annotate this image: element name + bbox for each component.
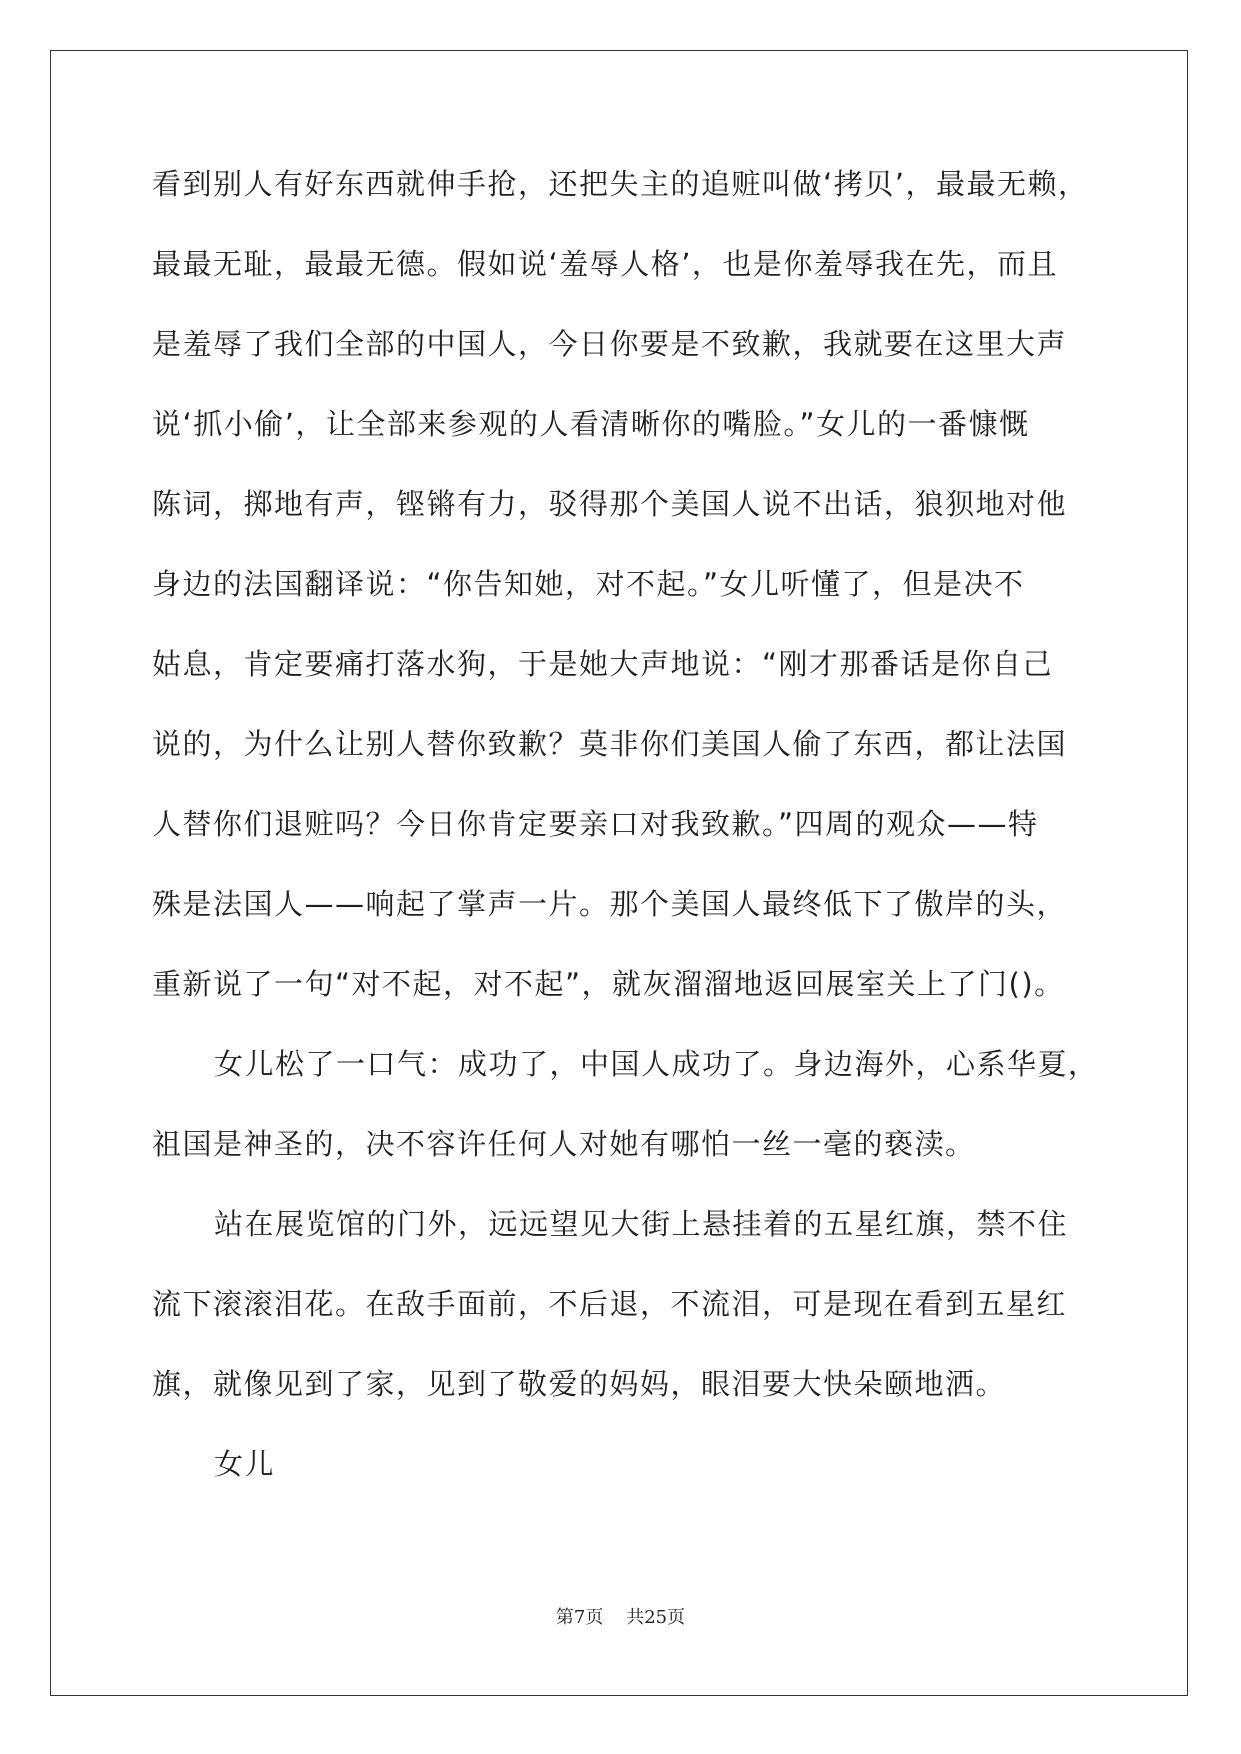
document-body: [152, 164, 1112, 1524]
text-line: 旗，就像见到了家，见到了敬爱的妈妈，眼泪要大快朵颐地洒。: [152, 1367, 1007, 1401]
page-total: 共25页: [626, 1607, 686, 1628]
text-line: 祖国是神圣的，决不容许任何人对她有哪怕一丝一毫的亵渎。: [152, 1127, 976, 1161]
text-line: 人替你们退赃吗？今日你肯定要亲口对我致歉。”四周的观众——特: [152, 807, 1039, 841]
text-line: 陈词，掷地有声，铿锵有力，驳得那个美国人说不出话，狼狈地对他: [152, 487, 1068, 521]
text-line: 看到别人有好东西就伸手抢，还把失主的追赃叫做‘拷贝’，最最无赖，: [152, 167, 1089, 201]
text-line: 女儿松了一口气：成功了，中国人成功了。身边海外，心系华夏，: [214, 1047, 1099, 1081]
text-line: 站在展览馆的门外，远远望见大街上悬挂着的五星红旗，禁不住: [214, 1207, 1069, 1241]
text-line: 是羞辱了我们全部的中国人，今日你要是不致歉，我就要在这里大声: [152, 327, 1068, 361]
text-line: 流下滚滚泪花。在敌手面前，不后退，不流泪，可是现在看到五星红: [152, 1287, 1068, 1321]
page-footer: [0, 1603, 1241, 1629]
text-line: 重新说了一句“对不起，对不起”，就灰溜溜地返回展室关上了门()。: [152, 967, 1065, 1001]
page-number: 第7页: [555, 1607, 604, 1628]
text-line: 最最无耻，最最无德。假如说‘羞辱人格’，也是你羞辱我在先，而且: [152, 247, 1058, 281]
text-line: 说‘抓小偷’，让全部来参观的人看清晰你的嘴脸。”女儿的一番慷慨: [152, 407, 1030, 441]
text-line: 说的，为什么让别人替你致歉？莫非你们美国人偷了东西，都让法国: [152, 727, 1068, 761]
text-line: 身边的法国翻译说：“你告知她，对不起。”女儿听懂了，但是决不: [152, 567, 1025, 601]
text-line: 殊是法国人——响起了掌声一片。那个美国人最终低下了傲岸的头，: [152, 887, 1068, 921]
text-line: 女儿: [214, 1447, 276, 1481]
text-line: 姑息，肯定要痛打落水狗，于是她大声地说：“刚才那番话是你自己: [152, 647, 1054, 681]
